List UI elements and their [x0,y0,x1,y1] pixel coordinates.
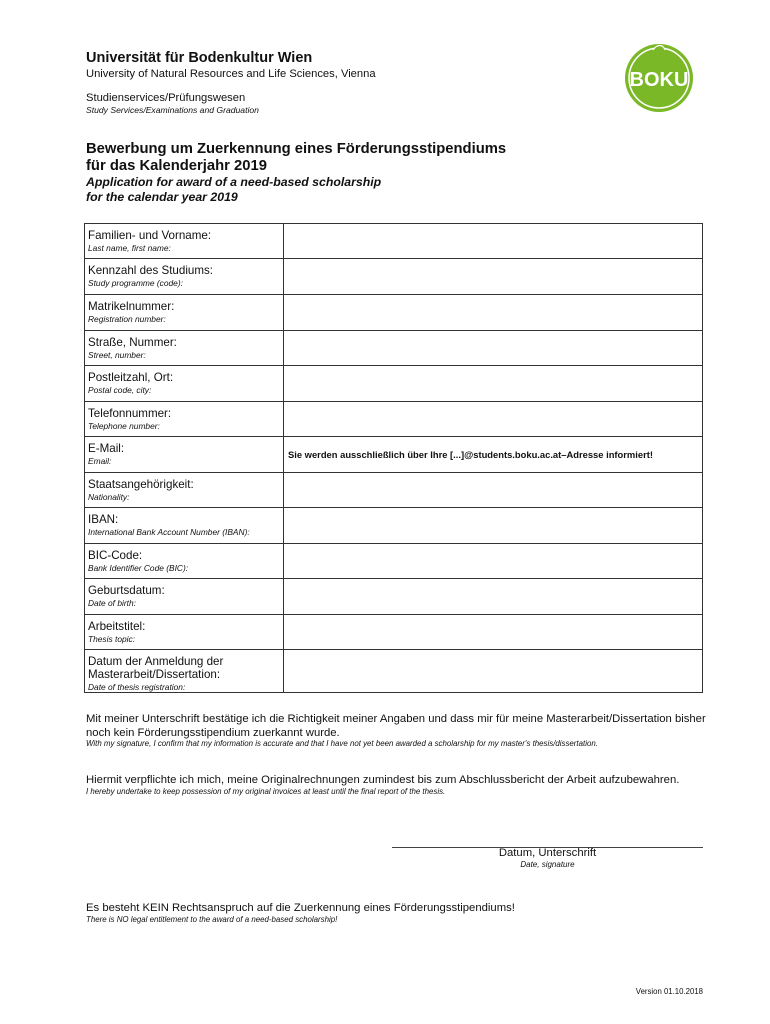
department-en: Study Services/Examinations and Graduation [86,105,259,115]
form-field-value[interactable] [284,615,703,650]
field-label-en: Street, number: [88,350,146,360]
form-field-value[interactable] [284,402,703,437]
form-field-label [85,579,284,615]
field-label-de: Telefonnummer: [88,407,172,420]
declaration-confirmation: Mit meiner Unterschrift bestätige ich die Richtigkeit meiner Angaben und dass mir für meine Masterarbeit/Dissertation bisher noch kein Förderungsstipendium zuerkannt wurde. [86,713,706,739]
application-form-table [84,223,703,693]
form-field-label [85,615,284,650]
field-label-de: Straße, Nummer: [88,336,177,349]
form-row [85,508,703,544]
form-field-value[interactable] [284,224,703,259]
form-row [85,650,703,693]
legal-notice-en: There is NO legal entitlement to the award of a need-based scholarship! [86,915,338,924]
form-field-value[interactable] [284,650,703,693]
form-field-value[interactable] [284,579,703,615]
declaration-invoices-en: I hereby undertake to keep possession of my original invoices at least until the final report of the thesis. [86,787,446,796]
form-field-label [85,650,284,693]
form-field-value[interactable] [284,544,703,579]
form-row [85,615,703,650]
declaration-invoices: Hiermit verpflichte ich mich, meine Originalrechnungen zumindest bis zum Abschlussbericht der Arbeit aufzubewahren. [86,774,680,786]
field-label-en: Registration number: [88,314,166,324]
form-field-label [85,259,284,295]
field-label-de: Arbeitstitel: [88,620,146,633]
field-label-de: E-Mail: [88,442,125,455]
form-field-label [85,295,284,331]
version-label: Version 01.10.2018 [635,987,703,996]
legal-notice: Es besteht KEIN Rechtsanspruch auf die Zuerkennung eines Förderungsstipendiums! [86,902,515,914]
form-field-label [85,473,284,508]
form-field-value[interactable] [284,331,703,366]
field-label-de: Geburtsdatum: [88,584,165,597]
university-name: Universität für Bodenkultur Wien [86,50,313,66]
form-row [85,366,703,402]
field-label-de: Postleitzahl, Ort: [88,371,174,384]
declaration-confirmation-en: With my signature, I confirm that my information is accurate and that I have not yet been awarded a scholarship for my master's thesis/dissertation. [86,739,598,748]
field-label-en: Thesis topic: [88,634,136,644]
form-field-value[interactable] [284,437,703,473]
form-row [85,544,703,579]
form-field-value[interactable] [284,366,703,402]
form-row [85,295,703,331]
form-field-label [85,508,284,544]
field-label-en: Date of thesis registration: [88,682,186,692]
form-row [85,259,703,295]
field-label-de: BIC-Code: [88,549,143,562]
field-label-en: Email: [88,456,112,466]
form-field-label [85,402,284,437]
title-line-3: Application for award of a need-based scholarship [86,175,382,189]
field-label-de: IBAN: [88,513,119,526]
field-label-en: International Bank Account Number (IBAN): [88,527,250,537]
form-row [85,402,703,437]
boku-logo-icon [623,42,695,114]
form-row [85,473,703,508]
field-label-de: Datum der Anmeldung der Masterarbeit/Dissertation: [88,655,224,681]
form-field-value[interactable] [284,473,703,508]
field-label-de: Staatsangehörigkeit: [88,478,194,491]
field-label-en: Study programme (code): [88,278,183,288]
form-row [85,579,703,615]
university-name-en: University of Natural Resources and Life Sciences, Vienna [86,68,376,80]
field-label-en: Telephone number: [88,421,160,431]
field-label-de: Familien- und Vorname: [88,229,212,242]
form-row [85,331,703,366]
form-field-label [85,331,284,366]
form-field-label [85,224,284,259]
form-row [85,224,703,259]
title-line-4: for the calendar year 2019 [86,190,238,204]
form-field-value[interactable] [284,259,703,295]
field-label-de: Kennzahl des Studiums: [88,264,214,277]
signature-label-en: Date, signature [520,860,575,869]
title-line-1: Bewerbung um Zuerkennung eines Förderungsstipendiums [86,141,507,157]
email-notice: Sie werden ausschließlich über Ihre [...]@students.boku.ac.at–Adresse informiert! [288,449,653,460]
title-line-2: für das Kalenderjahr 2019 [86,158,267,174]
field-label-en: Date of birth: [88,598,136,608]
form-field-value[interactable] [284,508,703,544]
department: Studienservices/Prüfungswesen [86,92,246,104]
field-label-de: Matrikelnummer: [88,300,175,313]
form-field-label [85,366,284,402]
field-label-en: Nationality: [88,492,130,502]
form-field-label [85,544,284,579]
field-label-en: Postal code, city: [88,385,152,395]
form-field-label [85,437,284,473]
field-label-en: Last name, first name: [88,243,171,253]
field-label-en: Bank Identifier Code (BIC): [88,563,189,573]
form-field-value[interactable] [284,295,703,331]
form-row [85,437,703,473]
logo-text: BOKU [629,69,689,91]
signature-label: Datum, Unterschrift [498,847,597,859]
